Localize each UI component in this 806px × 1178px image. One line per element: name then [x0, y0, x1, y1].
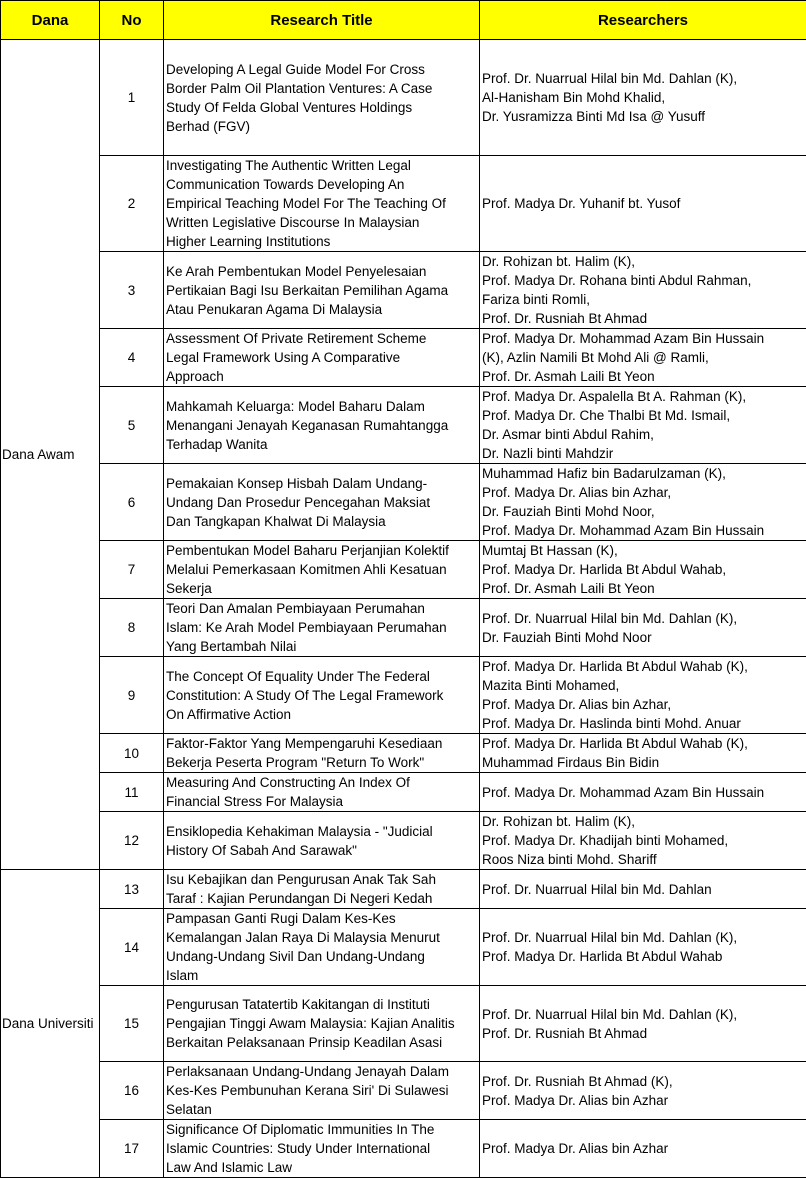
researcher-line: Dr. Nazli binti Mahdzir — [482, 444, 804, 463]
researcher-line: Prof. Dr. Rusniah Bt Ahmad — [482, 309, 804, 328]
researcher-line: Prof. Madya Dr. Alias bin Azhar — [482, 1139, 804, 1158]
researcher-line: Fariza binti Romli, — [482, 290, 804, 309]
research-title-line: Kes-Kes Pembunuhan Kerana Siri' Di Sulawesi — [166, 1081, 477, 1100]
researchers-cell — [480, 909, 806, 986]
research-title-line: Investigating The Authentic Written Legal — [166, 156, 477, 175]
dana-cell: Dana Universiti — [1, 870, 100, 1178]
row-number: 15 — [100, 986, 164, 1062]
table-row — [1, 773, 806, 812]
row-number: 3 — [100, 252, 164, 329]
researcher-line: Muhammad Hafiz bin Badarulzaman (K), — [482, 464, 804, 483]
researcher-line: Prof. Madya Dr. Harlida Bt Abdul Wahab (K), — [482, 734, 804, 753]
table-row — [1, 156, 806, 252]
table-row — [1, 986, 806, 1062]
researchers-cell — [480, 657, 806, 734]
research-title-line: Pembentukan Model Baharu Perjanjian Kolektif — [166, 541, 477, 560]
research-title-line: Terhadap Wanita — [166, 435, 477, 454]
row-number: 12 — [100, 812, 164, 870]
research-title-line: Sekerja — [166, 579, 477, 598]
researcher-line: Prof. Madya Dr. Alias bin Azhar, — [482, 483, 804, 502]
researcher-line: Prof. Dr. Rusniah Bt Ahmad — [482, 1024, 804, 1043]
researcher-line: Prof. Madya Dr. Harlida Bt Abdul Wahab — [482, 947, 804, 966]
research-title-line: Financial Stress For Malaysia — [166, 792, 477, 811]
researcher-line: Dr. Rohizan bt. Halim (K), — [482, 812, 804, 831]
table-row — [1, 1062, 806, 1120]
research-title-line: Developing A Legal Guide Model For Cross — [166, 60, 477, 79]
research-title-line: Bekerja Peserta Program "Return To Work" — [166, 753, 477, 772]
research-title-line: Islam — [166, 966, 477, 985]
table-row — [1, 329, 806, 387]
table-row — [1, 870, 806, 909]
research-title-line: Atau Penukaran Agama Di Malaysia — [166, 300, 477, 319]
research-title-cell — [164, 773, 480, 812]
researcher-line: Dr. Asmar binti Abdul Rahim, — [482, 425, 804, 444]
researcher-line: Prof. Dr. Rusniah Bt Ahmad (K), — [482, 1072, 804, 1091]
row-number: 10 — [100, 734, 164, 773]
research-title-cell — [164, 870, 480, 909]
researcher-line: Dr. Yusramizza Binti Md Isa @ Yusuff — [482, 107, 804, 126]
dana-cell: Dana Awam — [1, 40, 100, 870]
research-title-line: Study Of Felda Global Ventures Holdings — [166, 98, 477, 117]
research-title-line: Yang Bertambah Nilai — [166, 637, 477, 656]
table-row — [1, 464, 806, 541]
header-row — [1, 1, 806, 40]
researchers-cell — [480, 773, 806, 812]
research-title-line: Teori Dan Amalan Pembiayaan Perumahan — [166, 599, 477, 618]
research-title-line: Melalui Pemerkasaan Komitmen Ahli Kesatuan — [166, 560, 477, 579]
research-title-cell — [164, 329, 480, 387]
table-row — [1, 812, 806, 870]
research-title-line: Islam: Ke Arah Model Pembiayaan Perumahan — [166, 618, 477, 637]
researchers-cell — [480, 599, 806, 657]
researchers-cell — [480, 734, 806, 773]
research-title-cell — [164, 1062, 480, 1120]
researcher-line: Prof. Madya Dr. Harlida Bt Abdul Wahab, — [482, 560, 804, 579]
researcher-line: Prof. Madya Dr. Alias bin Azhar — [482, 1091, 804, 1110]
table-row — [1, 657, 806, 734]
row-number: 13 — [100, 870, 164, 909]
research-title-line: Empirical Teaching Model For The Teaching Of — [166, 194, 477, 213]
research-title-cell — [164, 986, 480, 1062]
researcher-line: Prof. Dr. Asmah Laili Bt Yeon — [482, 367, 804, 386]
researcher-line: Prof. Madya Dr. Aspalella Bt A. Rahman (K), — [482, 387, 804, 406]
researcher-line: Dr. Rohizan bt. Halim (K), — [482, 252, 804, 271]
research-title-line: Isu Kebajikan dan Pengurusan Anak Tak Sah — [166, 870, 477, 889]
row-number: 5 — [100, 387, 164, 464]
table-row — [1, 734, 806, 773]
table-row — [1, 541, 806, 599]
research-title-line: Mahkamah Keluarga: Model Baharu Dalam — [166, 397, 477, 416]
header-no: No — [100, 1, 164, 40]
header-research-title: Research Title — [164, 1, 480, 40]
researcher-line: Prof. Madya Dr. Che Thalbi Bt Md. Ismail, — [482, 406, 804, 425]
research-title-cell — [164, 464, 480, 541]
table-row — [1, 252, 806, 329]
row-number: 16 — [100, 1062, 164, 1120]
research-title-line: Border Palm Oil Plantation Ventures: A Case — [166, 79, 477, 98]
research-title-line: Berkaitan Pelaksanaan Prinsip Keadilan Asasi — [166, 1033, 477, 1052]
table-body — [1, 40, 806, 1178]
researcher-line: Prof. Dr. Nuarrual Hilal bin Md. Dahlan — [482, 880, 804, 899]
researcher-line: Prof. Madya Dr. Yuhanif bt. Yusof — [482, 194, 804, 213]
research-title-cell — [164, 541, 480, 599]
researcher-line: Prof. Madya Dr. Mohammad Azam Bin Hussain — [482, 783, 804, 802]
researcher-line: Prof. Dr. Nuarrual Hilal bin Md. Dahlan (K), — [482, 69, 804, 88]
row-number: 4 — [100, 329, 164, 387]
research-title-line: Ke Arah Pembentukan Model Penyelesaian — [166, 262, 477, 281]
research-title-line: Approach — [166, 367, 477, 386]
row-number: 2 — [100, 156, 164, 252]
research-title-line: Pemakaian Konsep Hisbah Dalam Undang- — [166, 474, 477, 493]
table-row — [1, 40, 806, 156]
table-row — [1, 387, 806, 464]
research-title-line: Menangani Jenayah Keganasan Rumahtangga — [166, 416, 477, 435]
researcher-line: Prof. Madya Dr. Rohana binti Abdul Rahman, — [482, 271, 804, 290]
research-title-cell — [164, 909, 480, 986]
research-title-line: Significance Of Diplomatic Immunities In The — [166, 1120, 477, 1139]
researchers-cell — [480, 156, 806, 252]
research-title-line: Assessment Of Private Retirement Scheme — [166, 329, 477, 348]
researchers-cell — [480, 812, 806, 870]
research-title-cell — [164, 387, 480, 464]
research-title-line: Dan Tangkapan Khalwat Di Malaysia — [166, 512, 477, 531]
research-title-line: Undang-Undang Sivil Dan Undang-Undang — [166, 947, 477, 966]
row-number: 9 — [100, 657, 164, 734]
research-title-line: Pengurusan Tatatertib Kakitangan di Instituti — [166, 995, 477, 1014]
researcher-line: Mumtaj Bt Hassan (K), — [482, 541, 804, 560]
researcher-line: Prof. Madya Dr. Mohammad Azam Bin Hussain — [482, 329, 804, 348]
research-title-line: The Concept Of Equality Under The Federal — [166, 667, 477, 686]
research-title-line: Selatan — [166, 1100, 477, 1119]
research-title-cell — [164, 812, 480, 870]
row-number: 8 — [100, 599, 164, 657]
header-dana: Dana — [1, 1, 100, 40]
table-row — [1, 599, 806, 657]
researcher-line: Roos Niza binti Mohd. Shariff — [482, 850, 804, 869]
researchers-cell — [480, 464, 806, 541]
research-title-line: Law And Islamic Law — [166, 1158, 477, 1177]
research-title-cell — [164, 657, 480, 734]
research-title-line: Taraf : Kajian Perundangan Di Negeri Kedah — [166, 889, 477, 908]
research-title-line: Communication Towards Developing An — [166, 175, 477, 194]
research-title-line: Ensiklopedia Kehakiman Malaysia - "Judicial — [166, 822, 477, 841]
researcher-line: Prof. Dr. Nuarrual Hilal bin Md. Dahlan (K), — [482, 1005, 804, 1024]
row-number: 17 — [100, 1120, 164, 1178]
research-title-cell — [164, 252, 480, 329]
research-title-line: Berhad (FGV) — [166, 117, 477, 136]
researchers-cell — [480, 986, 806, 1062]
research-title-cell — [164, 40, 480, 156]
researcher-line: Prof. Dr. Asmah Laili Bt Yeon — [482, 579, 804, 598]
row-number: 14 — [100, 909, 164, 986]
researcher-line: Mazita Binti Mohamed, — [482, 676, 804, 695]
researcher-line: Prof. Madya Dr. Alias bin Azhar, — [482, 695, 804, 714]
research-title-cell — [164, 599, 480, 657]
researcher-line: (K), Azlin Namili Bt Mohd Ali @ Ramli, — [482, 348, 804, 367]
header-researchers: Researchers — [480, 1, 806, 40]
researcher-line: Muhammad Firdaus Bin Bidin — [482, 753, 804, 772]
researcher-line: Dr. Fauziah Binti Mohd Noor, — [482, 502, 804, 521]
research-title-line: Legal Framework Using A Comparative — [166, 348, 477, 367]
researchers-cell — [480, 1062, 806, 1120]
research-title-cell — [164, 156, 480, 252]
research-title-line: Written Legislative Discourse In Malaysian — [166, 213, 477, 232]
research-title-line: Measuring And Constructing An Index Of — [166, 773, 477, 792]
research-title-line: Islamic Countries: Study Under International — [166, 1139, 477, 1158]
research-title-line: On Affirmative Action — [166, 705, 477, 724]
researchers-cell — [480, 541, 806, 599]
research-title-line: Perlaksanaan Undang-Undang Jenayah Dalam — [166, 1062, 477, 1081]
research-title-line: Undang Dan Prosedur Pencegahan Maksiat — [166, 493, 477, 512]
researchers-cell — [480, 329, 806, 387]
row-number: 1 — [100, 40, 164, 156]
research-title-line: Pampasan Ganti Rugi Dalam Kes-Kes — [166, 909, 477, 928]
row-number: 6 — [100, 464, 164, 541]
research-title-line: Higher Learning Institutions — [166, 232, 477, 251]
researchers-cell — [480, 870, 806, 909]
researcher-line: Al-Hanisham Bin Mohd Khalid, — [482, 88, 804, 107]
research-title-line: Pengajian Tinggi Awam Malaysia: Kajian Analitis — [166, 1014, 477, 1033]
researcher-line: Prof. Madya Dr. Khadijah binti Mohamed, — [482, 831, 804, 850]
researchers-cell — [480, 40, 806, 156]
row-number: 7 — [100, 541, 164, 599]
research-title-line: Faktor-Faktor Yang Mempengaruhi Kesediaan — [166, 734, 477, 753]
research-title-line: Pertikaian Bagi Isu Berkaitan Pemilihan Agama — [166, 281, 477, 300]
table-row — [1, 909, 806, 986]
research-title-cell — [164, 734, 480, 773]
researchers-cell — [480, 252, 806, 329]
researcher-line: Prof. Dr. Nuarrual Hilal bin Md. Dahlan (K), — [482, 928, 804, 947]
researcher-line: Prof. Madya Dr. Harlida Bt Abdul Wahab (K), — [482, 657, 804, 676]
researcher-line: Dr. Fauziah Binti Mohd Noor — [482, 628, 804, 647]
research-title-line: Constitution: A Study Of The Legal Framework — [166, 686, 477, 705]
researcher-line: Prof. Madya Dr. Haslinda binti Mohd. Anuar — [482, 714, 804, 733]
researcher-line: Prof. Dr. Nuarrual Hilal bin Md. Dahlan (K), — [482, 609, 804, 628]
researchers-cell — [480, 387, 806, 464]
research-title-line: History Of Sabah And Sarawak" — [166, 841, 477, 860]
research-title-line: Kemalangan Jalan Raya Di Malaysia Menurut — [166, 928, 477, 947]
researcher-line: Prof. Madya Dr. Mohammad Azam Bin Hussain — [482, 521, 804, 540]
row-number: 11 — [100, 773, 164, 812]
